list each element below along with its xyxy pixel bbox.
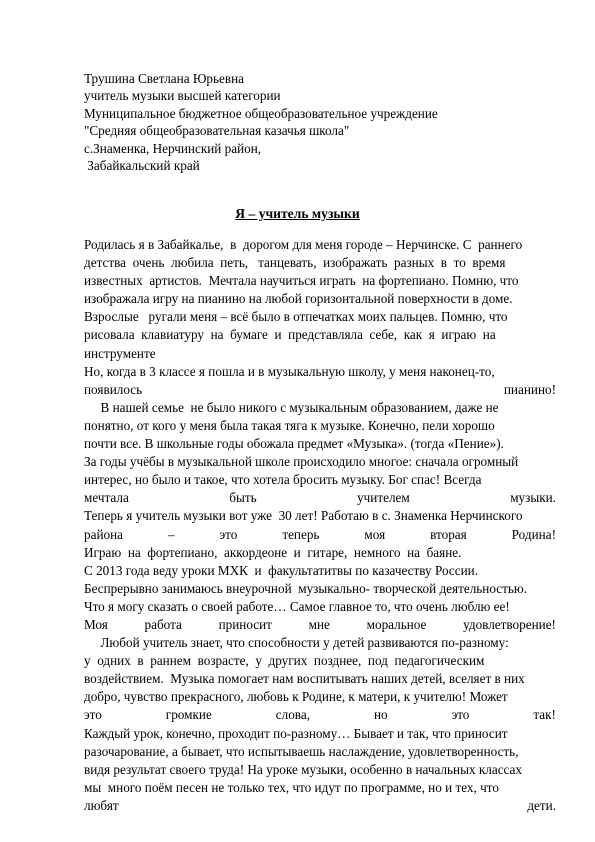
- word: музыки.: [510, 490, 556, 506]
- word: –: [167, 526, 175, 542]
- text-line: рисовала клавиатуру на бумаге и представляла себе, как я играю на: [84, 327, 496, 343]
- text-line: Каждый урок, конечно, проходит по-разному… Бывает и так, что приносит: [84, 725, 508, 741]
- word: слова,: [275, 707, 310, 723]
- word: Моя: [84, 616, 108, 632]
- text-line: интерес, но было и такое, что хотела бросить музыку. Бог спас! Всегда: [84, 472, 482, 488]
- word: приносит: [218, 616, 272, 632]
- word: Родина!: [511, 526, 556, 542]
- word: теперь: [282, 526, 320, 542]
- text-line-justified: [84, 489, 556, 507]
- text-line-justified: [84, 706, 556, 724]
- district-name: с.Знаменка, Нерчинский район,: [84, 140, 262, 156]
- word: это: [451, 707, 470, 723]
- word: мне: [308, 616, 330, 632]
- organization-type: Муниципальное бюджетное общеобразовательное учреждение: [84, 105, 438, 121]
- text-line: Беспрерывно занимаюсь внеурочной музыкально- творческой деятельностью.: [84, 580, 528, 596]
- text-line: Что я могу сказать о своей работе… Самое главное то, что очень люблю ее!: [84, 598, 510, 614]
- word: так!: [533, 707, 556, 723]
- text-line: добро, чувство прекрасного, любовь к Родине, к матери, к учителю! Может: [84, 689, 508, 705]
- word: быть: [229, 490, 257, 506]
- word: моя: [364, 526, 386, 542]
- word: громкие: [165, 707, 212, 723]
- word: появилось: [84, 381, 143, 397]
- word: вторая: [430, 526, 467, 542]
- text-line-justified: [84, 797, 556, 815]
- text-line: разочарование, а бывает, что испытываешь наслаждение, удовлетворенность,: [84, 743, 519, 759]
- text-line: Теперь я учитель музыки вот уже 30 лет! Работаю в с. Знаменка Нерчинского: [84, 508, 523, 524]
- author-position: учитель музыки высшей категории: [84, 88, 281, 104]
- region-name: Забайкальский край: [84, 158, 200, 174]
- text-line: За годы учёбы в музыкальной школе происходило многое: сначала огромный: [84, 454, 519, 470]
- text-line-justified: [84, 526, 556, 544]
- word: но: [373, 707, 388, 723]
- text-line: известных артистов. Мечтала научиться играть на фортепиано. Помню, что: [84, 273, 519, 289]
- text-line: понятно, от кого у меня была такая тяга к музыке. Конечно, пели хорошо: [84, 417, 495, 433]
- text-line: воздействием. Музыка помогает нам воспитывать наших детей, вселяет в них: [84, 671, 525, 687]
- text-line: Родилась я в Забайкалье, в дорогом для меня городе – Нерчинске. С раннего: [84, 237, 523, 252]
- text-line: детства очень любила петь, танцевать, изображать разных в то время: [84, 255, 506, 271]
- text-line: почти все. В школьные годы обожала предмет «Музыка». (тогда «Пение»).: [84, 436, 504, 452]
- word: это: [84, 707, 102, 723]
- author-header: [84, 70, 524, 174]
- text-line: мы много поём песен не только тех, что идут по программе, но и тех, что: [84, 779, 499, 795]
- author-name: Трушина Светлана Юрьевна: [84, 71, 245, 86]
- text-line-justified: [84, 381, 556, 399]
- text-line: Играю на фортепиано, аккордеоне и гитаре, немного на баяне.: [84, 544, 462, 560]
- text-line: у одних в раннем возрасте, у других позднее, под педагогическим: [84, 653, 485, 669]
- word: дети.: [527, 797, 556, 813]
- word: учителем: [357, 490, 410, 506]
- word: района: [84, 526, 124, 542]
- word: пианино!: [503, 381, 556, 397]
- word: удовлетворение!: [463, 616, 556, 632]
- essay-title: Я – учитель музыки: [235, 206, 360, 221]
- text-line: инструменте: [84, 345, 156, 361]
- paragraph-indent-line: В нашей семье не было никого с музыкальным образованием, даже не: [84, 399, 499, 415]
- text-line: Но, когда в 3 классе я пошла и в музыкальную школу, у меня наконец-то,: [84, 363, 495, 379]
- text-line: изображала игру на пианино на любой горизонтальной поверхности в доме.: [84, 291, 513, 307]
- text-line: Взрослые ругали меня – всё было в отпечатках моих пальцев. Помню, что: [84, 309, 508, 325]
- word: моральное: [366, 616, 427, 632]
- word: это: [219, 526, 238, 542]
- school-name: "Средняя общеобразовательная казачья школа": [84, 123, 350, 139]
- text-line-justified: [84, 616, 556, 634]
- paragraph-indent-line: Любой учитель знает, что способности у детей развиваются по-разному:: [84, 635, 509, 651]
- word: любят: [84, 797, 119, 813]
- word: мечтала: [84, 490, 129, 506]
- word: работа: [144, 616, 182, 632]
- essay-body: [84, 236, 556, 815]
- text-line: видя результат своего труда! На уроке музыки, особенно в начальных классах: [84, 761, 523, 777]
- text-line: С 2013 года веду уроки МХК и факультатитвы по казачеству России.: [84, 562, 478, 578]
